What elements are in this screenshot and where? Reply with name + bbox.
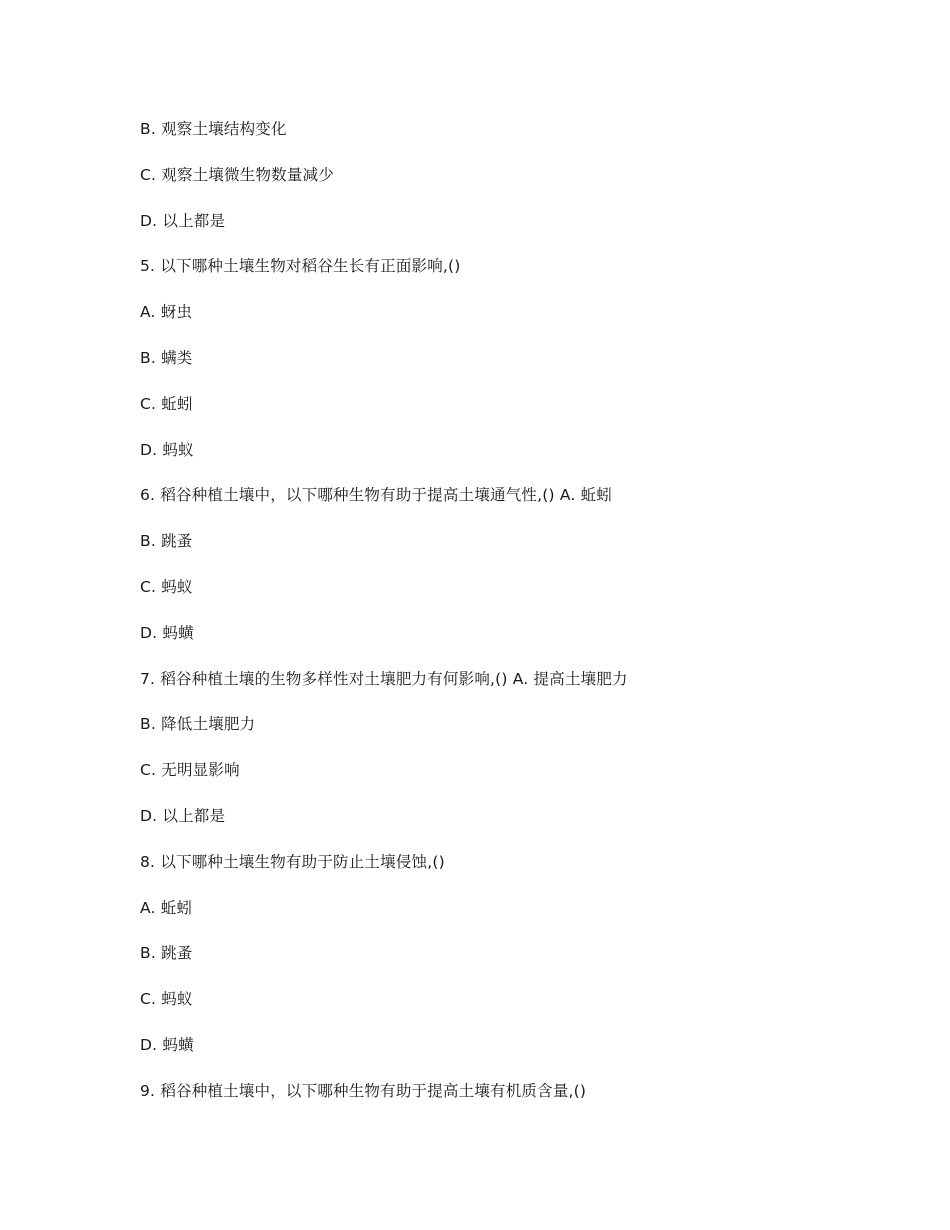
question-line: 9. 稻谷种植土壤中，以下哪种生物有助于提高土壤有机质含量,() bbox=[140, 1081, 587, 1100]
option-line: C. 无明显影响 bbox=[140, 761, 240, 780]
question-line: 5. 以下哪种土壤生物对稻谷生长有正面影响,() bbox=[140, 257, 461, 276]
option-line: C. 蚯蚓 bbox=[140, 394, 193, 413]
option-line: C. 观察土壤微生物数量减少 bbox=[140, 165, 334, 184]
question-line: 6. 稻谷种植土壤中，以下哪种生物有助于提高土壤通气性,() A. 蚯蚓 bbox=[140, 486, 613, 505]
question-line: 7. 稻谷种植土壤的生物多样性对土壤肥力有何影响,() A. 提高土壤肥力 bbox=[140, 669, 628, 688]
option-line: D. 蚂蟥 bbox=[140, 1035, 194, 1054]
option-line: B. 观察土壤结构变化 bbox=[140, 120, 287, 138]
option-line: D. 以上都是 bbox=[140, 806, 226, 825]
option-line: B. 跳蚤 bbox=[140, 944, 193, 963]
option-line: C. 蚂蚁 bbox=[140, 577, 193, 596]
option-line: D. 以上都是 bbox=[140, 211, 226, 230]
option-line: B. 跳蚤 bbox=[140, 532, 193, 551]
option-line: D. 蚂蟥 bbox=[140, 623, 194, 642]
option-line: B. 降低土壤肥力 bbox=[140, 715, 256, 734]
option-line: B. 螨类 bbox=[140, 348, 193, 367]
question-line: 8. 以下哪种土壤生物有助于防止土壤侵蚀,() bbox=[140, 852, 445, 871]
option-line: A. 蚜虫 bbox=[140, 303, 193, 322]
option-line: D. 蚂蚁 bbox=[140, 440, 194, 459]
question-list bbox=[140, 117, 900, 1125]
option-line: C. 蚂蚁 bbox=[140, 990, 193, 1009]
option-line: A. 蚯蚓 bbox=[140, 898, 193, 917]
